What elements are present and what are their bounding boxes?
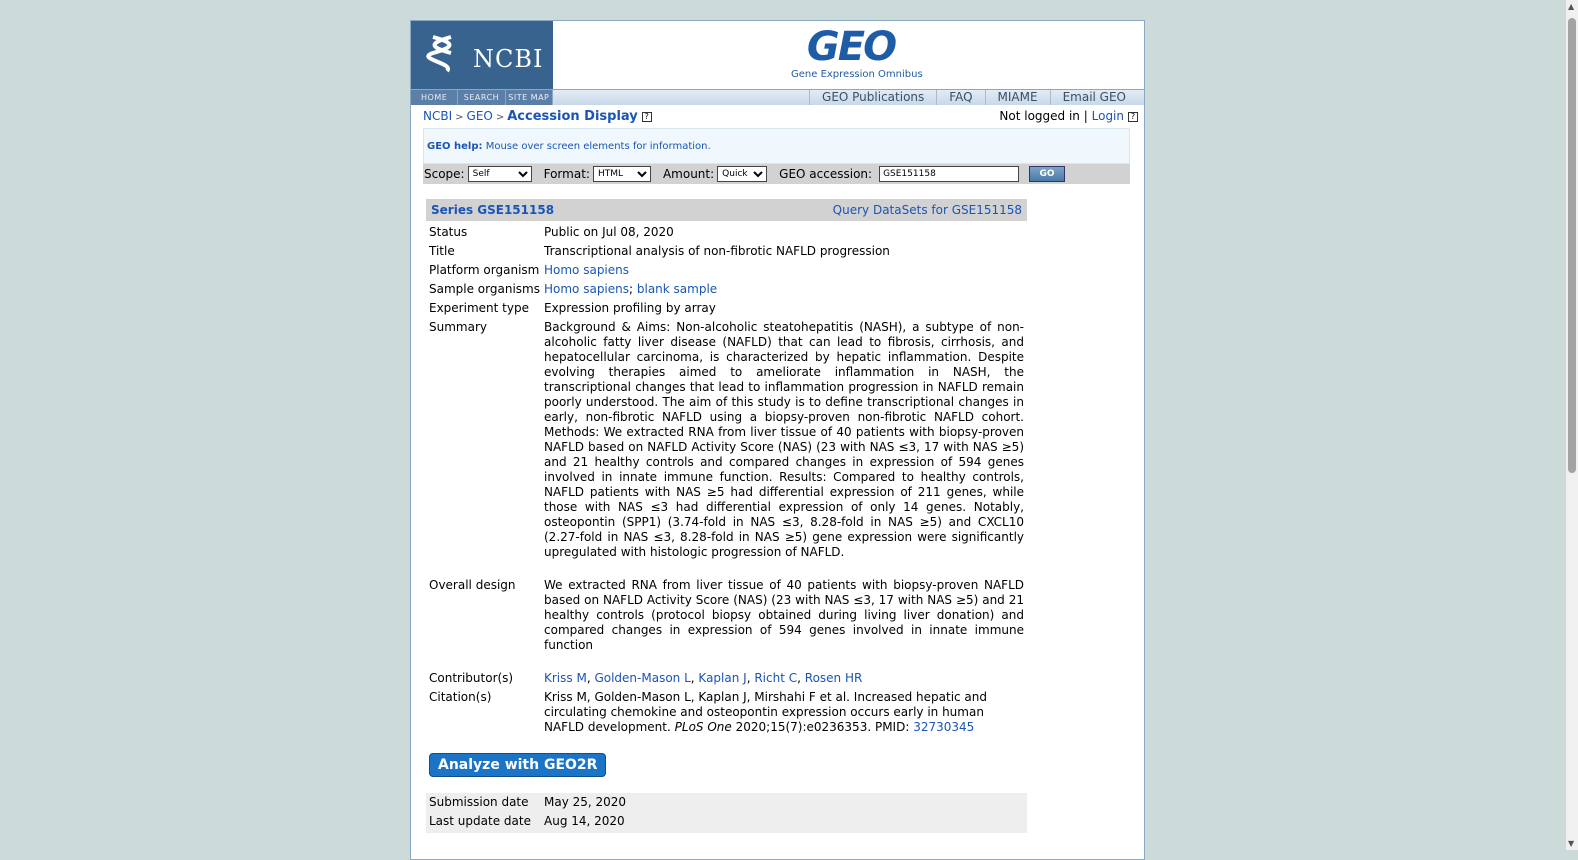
status-label: Status	[429, 225, 468, 239]
exptype-label: Experiment type	[429, 301, 529, 315]
row-experiment-type	[426, 301, 1027, 316]
pmid-link[interactable]: 32730345	[913, 720, 975, 734]
citation-journal: PLoS One	[674, 720, 732, 734]
vertical-scrollbar[interactable]	[1566, 0, 1578, 850]
contributor-link[interactable]: Kriss M	[544, 671, 587, 685]
contributor-link[interactable]: Richt C	[754, 671, 798, 685]
nav-home[interactable]: HOME	[411, 90, 458, 105]
geo-nav	[809, 90, 1138, 105]
ncbi-logo[interactable]	[411, 21, 553, 89]
nav-search[interactable]: SEARCH	[458, 90, 505, 105]
scope-label: Scope:	[424, 167, 465, 181]
geo-help-box	[423, 128, 1130, 164]
title-label: Title	[429, 244, 455, 258]
row-sample-organisms: Sample organisms Homo sapiens; blank sample	[426, 282, 1027, 297]
citation-label: Citation(s)	[429, 690, 492, 704]
login-sep: |	[1083, 109, 1088, 123]
nav-site-map[interactable]: SITE MAP	[506, 90, 553, 105]
help-icon[interactable]: ?	[642, 112, 652, 122]
login-status: Not logged in	[999, 109, 1080, 123]
row-last-update	[426, 812, 1027, 831]
header	[411, 21, 1144, 105]
contributor-link[interactable]: Kaplan J	[698, 671, 747, 685]
nav-faq[interactable]: FAQ	[936, 90, 984, 105]
sample-label: Sample organisms	[429, 282, 540, 296]
series-table	[426, 199, 1027, 833]
accession-input[interactable]	[879, 166, 1019, 182]
nav-miame[interactable]: MIAME	[985, 90, 1050, 105]
help-icon[interactable]: ?	[1128, 112, 1138, 122]
accession-label: GEO accession:	[779, 167, 873, 181]
update-value: Aug 14, 2020	[544, 814, 625, 828]
submission-value: May 25, 2020	[544, 795, 627, 809]
row-platform	[426, 263, 1027, 278]
breadcrumb	[423, 109, 652, 124]
go-button[interactable]: GO	[1029, 166, 1065, 182]
row-overall-design	[426, 578, 1027, 653]
crumb-ncbi[interactable]: NCBI	[423, 109, 453, 123]
amount-select[interactable]	[717, 166, 767, 182]
ncbi-wordmark: NCBI	[473, 45, 544, 73]
sample-organism-link[interactable]: Homo sapiens	[544, 282, 630, 296]
submission-label: Submission date	[429, 795, 529, 809]
title-value: Transcriptional analysis of non-fibrotic NAFLD progression	[544, 244, 890, 258]
login-link[interactable]: Login	[1091, 109, 1124, 123]
sample-organism-link[interactable]: blank sample	[636, 282, 718, 296]
citation-value	[544, 690, 1004, 735]
scope-select[interactable]	[468, 166, 532, 182]
format-select[interactable]	[593, 166, 651, 182]
help-label: GEO help:	[427, 141, 483, 152]
status-value: Public on Jul 08, 2020	[544, 225, 674, 239]
row-contributors: Contributor(s) Kriss M, Golden-Mason L, Kaplan J, Richt C, Rosen HR	[426, 671, 1027, 686]
nav-bar	[411, 89, 1144, 105]
format-label: Format:	[543, 167, 590, 181]
contributor-link[interactable]: Golden-Mason L	[594, 671, 691, 685]
platform-label: Platform organism	[429, 263, 540, 277]
platform-organism-link[interactable]: Homo sapiens	[544, 263, 630, 277]
amount-label: Amount:	[662, 167, 715, 181]
contrib-label: Contributor(s)	[429, 671, 514, 685]
design-value: We extracted RNA from liver tissue of 40 patients with biopsy-proven NAFLD based on NAFLD Activity Score (NAS) (23 with NAS ≤3, 17 with NAS ≥5) and 21 healthy controls (protocol biopsy obtained during living liver donation) and compared changes in expression of 594 genes involved in innate immune function	[544, 578, 1024, 652]
geo-page	[410, 20, 1145, 860]
scroll-down-icon[interactable]: ▼	[1568, 839, 1575, 848]
dates-block	[426, 793, 1027, 833]
row-status	[426, 225, 1027, 240]
scrollbar-thumb[interactable]	[1568, 18, 1576, 473]
query-datasets-link[interactable]: Query DataSets for GSE151158	[832, 203, 1022, 217]
exptype-value: Expression profiling by array	[544, 301, 716, 315]
nav-geo-publications[interactable]: GEO Publications	[809, 90, 936, 105]
crumb-current: Accession Display	[507, 109, 638, 124]
nav-email-geo[interactable]: Email GEO	[1050, 90, 1138, 105]
geo-wordmark: GEO	[806, 24, 896, 70]
crumb-sep: >	[455, 112, 464, 123]
design-label: Overall design	[429, 578, 516, 592]
scroll-up-icon[interactable]: ▲	[1568, 2, 1575, 11]
contributor-link[interactable]: Rosen HR	[804, 671, 863, 685]
summary-value: Background & Aims: Non-alcoholic steatohepatitis (NASH), a subtype of non-alcoholic fatty liver disease (NAFLD) that can lead to fibrosis, cirrhosis, and hepatocellular carcinoma, is characterized by hepatic inflammation. Despite evolving therapies aimed to ameliorate inflammation in NASH, the transcriptional changes that lead to inflammation progression in NAFLD remain poorly understood. The aim of this study is to define transcriptional changes in early, non-fibrotic NAFLD using a biopsy-proven non-fibrotic NAFLD cohort. Methods: We extracted RNA from liver tissue of 40 patients with biopsy-proven NAFLD based on NAFLD Activity Score (NAS) (23 with NAS ≤3, 17 with NAS ≥5) and 21 healthy controls and compared changes in expression of 594 genes involved in innate immune function. Results: Compared to healthy controls, NAFLD patients with NAS ≥5 had differential expression of 211 genes, while those with NAS ≤3 had differential expression of only 14 genes. Notably, osteopontin (SPP1) (3.74-fold in NAS ≤3, 8.28-fold in NAS ≥5) and CXCL10 (2.27-fold in NAS ≤3, 8.28-fold in NAS ≥5) gene expression were significantly upregulated with histologic progression of NAFLD.	[544, 320, 1024, 559]
query-bar	[423, 164, 1130, 184]
crumb-geo[interactable]: GEO	[466, 109, 493, 123]
row-citation	[426, 690, 1027, 735]
login-area	[999, 109, 1138, 123]
geo-logo[interactable]	[791, 24, 923, 80]
summary-label: Summary	[429, 320, 487, 334]
row-title	[426, 244, 1027, 259]
update-label: Last update date	[429, 814, 531, 828]
crumb-sep: >	[495, 112, 505, 123]
series-title: Series GSE151158	[431, 203, 555, 217]
ncbi-nav	[411, 90, 553, 105]
series-header	[426, 199, 1027, 221]
dna-helix-icon	[425, 33, 465, 73]
row-submission	[426, 793, 1027, 812]
citation-ref: 2020;15(7):e0236353. PMID:	[735, 720, 910, 734]
analyze-geo2r-button[interactable]: Analyze with GEO2R	[429, 753, 606, 777]
citation-text: Kriss M, Golden-Mason L, Kaplan J, Mirshahi F et al. Increased hepatic and circulating chemokine and osteopontin expression occurs early in human NAFLD development.	[544, 690, 988, 734]
geo-subtitle: Gene Expression Omnibus	[791, 69, 923, 80]
row-summary	[426, 320, 1027, 560]
help-text: Mouse over screen elements for information.	[485, 141, 711, 152]
